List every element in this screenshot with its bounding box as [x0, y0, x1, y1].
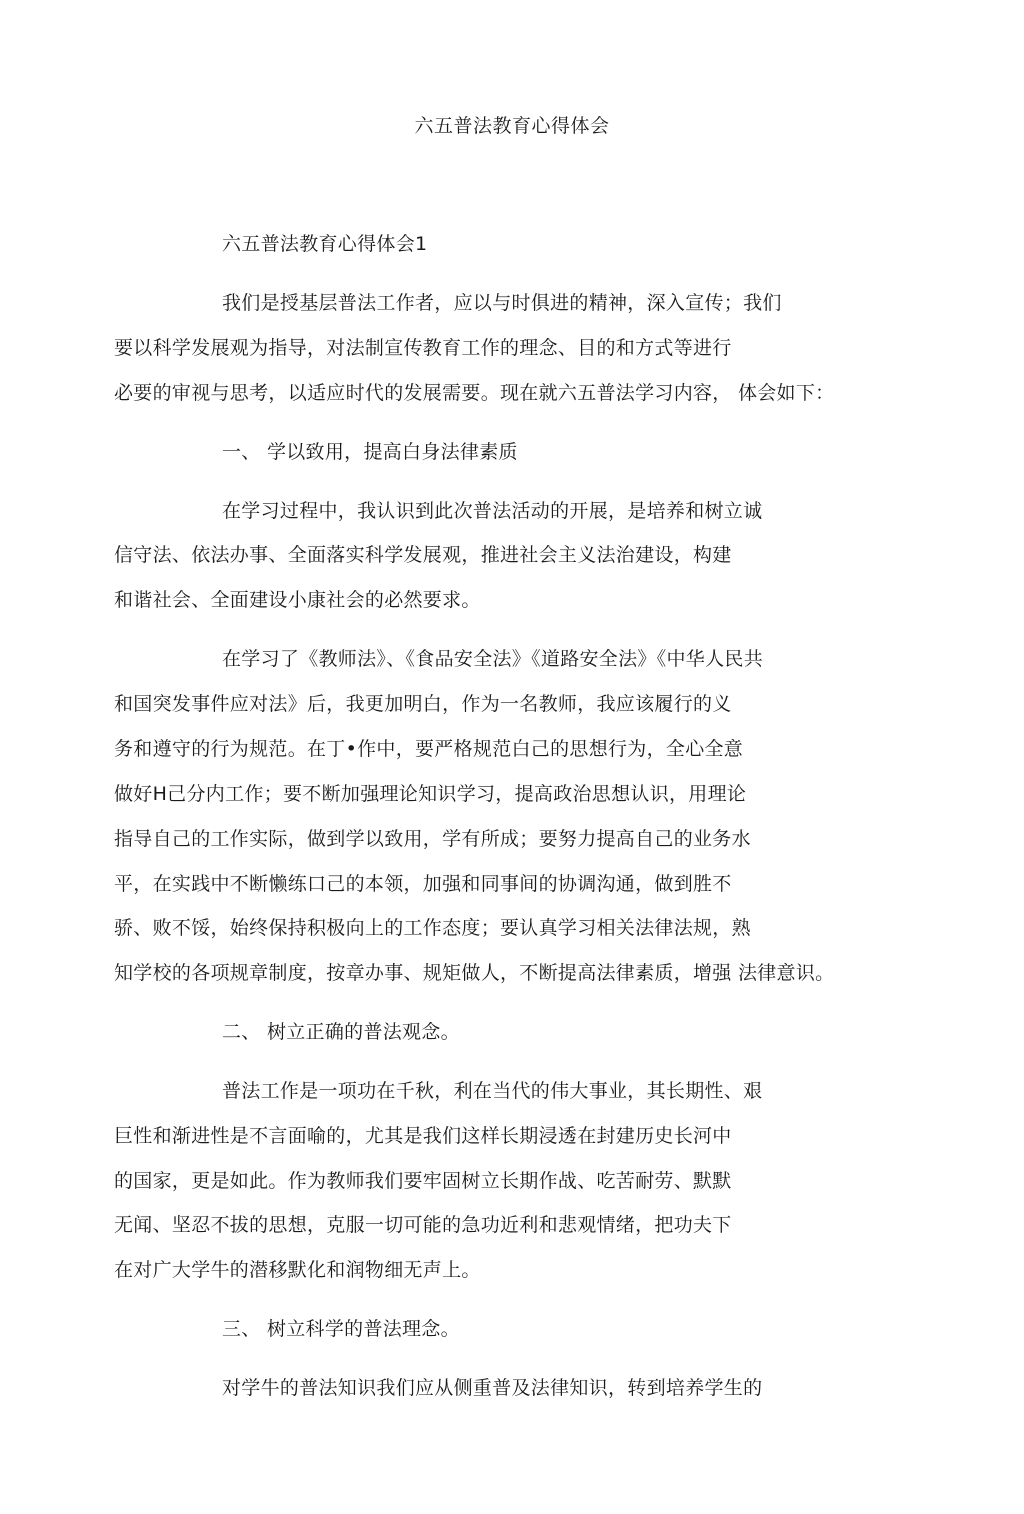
paragraph-line: 要以科学发展观为指导，对法制宣传教育工作的理念、目的和方式等进行	[114, 337, 732, 359]
paragraph-line: 知学校的各项规章制度，按章办事、规矩做人，不断提高法律素质，增强 法律意识。	[114, 962, 835, 984]
paragraph-line: 无闻、坚忍不拔的思想，克服一切可能的急功近利和悲观情绪，把功夫下	[114, 1214, 732, 1236]
section-heading: 一、 学以致用，提高白身法律素质	[222, 441, 518, 463]
paragraph-line: 普法工作是一项功在千秋，利在当代的伟大事业，其长期性、艰	[222, 1080, 763, 1102]
paragraph-line: 在学习了《教师法》、《食品安全法》《道路安全法》《中华人民共	[222, 648, 764, 670]
paragraph-line: 我们是授基层普法工作者，应以与时俱进的精神，深入宣传；我们	[222, 292, 782, 314]
paragraph-line: 巨性和渐进性是不言面喻的，尤其是我们这样长期浸透在封建历史长河中	[114, 1125, 732, 1147]
paragraph-line: 的国家，更是如此。作为教师我们要牢固树立长期作战、吃苦耐劳、默默	[114, 1170, 732, 1192]
paragraph-line: 信守法、依法办事、全面落实科学发展观，推进社会主义法治建设，构建	[114, 544, 732, 566]
section-subtitle: 六五普法教育心得体会1	[222, 233, 428, 255]
paragraph-line: 在学习过程中，我认识到此次普法活动的开展，是培养和树立诚	[222, 500, 763, 522]
paragraph-line: 平，在实践中不断懒练口己的本领，加强和同事间的协调沟通，做到胜不	[114, 873, 732, 895]
paragraph-line: 和国突发事件应对法》后，我更加明白，作为一名教师，我应该履行的义	[114, 693, 732, 715]
paragraph-line: 务和遵守的行为规范。在丁•作中，要严格规范白己的思想行为，全心全意	[114, 738, 744, 760]
paragraph-line: 必要的审视与思考，以适应时代的发展需要。现在就六五普法学习内容， 体会如下：	[114, 382, 835, 404]
paragraph-line: 和谐社会、全面建设小康社会的必然要求。	[114, 589, 481, 611]
section-heading: 三、 树立科学的普法理念。	[222, 1318, 460, 1340]
paragraph-line: 骄、败不馁，始终保持积极向上的工作态度；要认真学习相关法律法规，熟	[114, 917, 751, 939]
document-title: 六五普法教育心得体会	[414, 115, 610, 137]
paragraph-line: 在对广大学牛的潜移默化和润物细无声上。	[114, 1259, 481, 1281]
paragraph-line: 对学牛的普法知识我们应从侧重普及法律知识，转到培养学生的	[222, 1377, 763, 1399]
paragraph-line: 做好H己分内工作；要不断加强理论知识学习，提高政治思想认识，用理论	[114, 783, 747, 805]
paragraph-line: 指导自己的工作实际，做到学以致用，学有所成；要努力提高自己的业务水	[114, 828, 751, 850]
section-heading: 二、 树立正确的普法观念。	[222, 1021, 460, 1043]
